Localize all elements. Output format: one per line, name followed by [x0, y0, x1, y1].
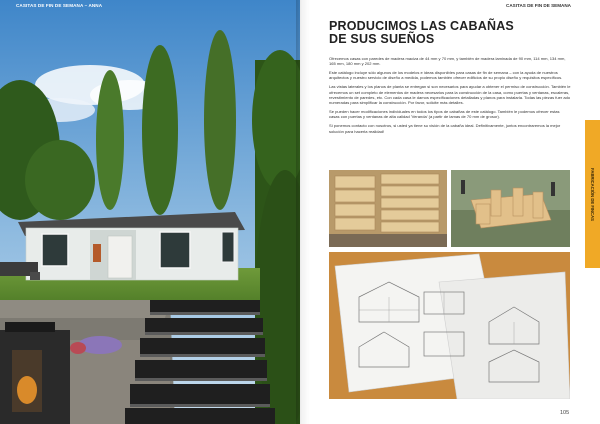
- side-tab-text: FABRICACIÓN DE FINCAS: [590, 167, 595, 221]
- cabin-construction-photo: [451, 170, 570, 247]
- paragraph: Si ponemos contacto con nosotros, si usted ya tiene su visión de la cabaña ideal. Definitivamente, juntos encontraremos la mejor solución para hacerla realidad!: [329, 123, 561, 134]
- title-line-1: PRODUCIMOS LAS CABAÑAS: [329, 19, 514, 33]
- paragraph: Este catálogo incluye sólo algunos de los modelos e ideas disponibles para casas de fin de semana – con la ayuda de nuestros arquitectos y nuestro servicio de diseño a medida, podemos también ofrecer edificios de su propio diseño y requisitos específicos.: [329, 70, 563, 81]
- gutter-shadow: [296, 0, 310, 424]
- page-title: [329, 20, 559, 46]
- body-text: [329, 56, 571, 138]
- running-header-left: CASITAS DE FIN DE SEMANA – ANNA: [16, 3, 103, 8]
- paragraph: Las vistas laterales y los planos de planta se entregan si son necesarios para ayudar a obtener el permiso de construcción. También le ofrecemos un set completo de elementos de madera necesarios para la construcción de la casa, como puertas y ventanas, escaleras, revestimiento de paredes, etc. Con cada casa le damos especificaciones detalladas y planos para instalarla. Todas las piezas fuer ado numeradas para simplificar la construcción. Por favor, solicite más detalles.: [329, 84, 571, 106]
- lumber-stack-photo: [329, 170, 447, 247]
- side-tab-label: [585, 120, 600, 268]
- page-number: 105: [560, 410, 570, 416]
- title-line-2: DE SUS SUEÑOS: [329, 32, 435, 46]
- paragraph: Se pueden hacer modificaciones individuales en todos los tipos de cabañas de este catálogo. También le podemos ofrecer estas casas con puertas y ventanas de alta calidad 'Veranda' (a partir de lamas de 70 mm de grosor).: [329, 109, 560, 120]
- paragraph: Ofrecemos casas con paredes de madera maciza de 44 mm y 70 mm, y también de madera laminada de 90 mm, 114 mm, 134 mm, 165 mm, 180 mm y 202 mm.: [329, 56, 566, 67]
- blueprint-drawings-photo: [329, 252, 570, 399]
- running-header-right: CASITAS DE FIN DE SEMANA: [506, 3, 571, 8]
